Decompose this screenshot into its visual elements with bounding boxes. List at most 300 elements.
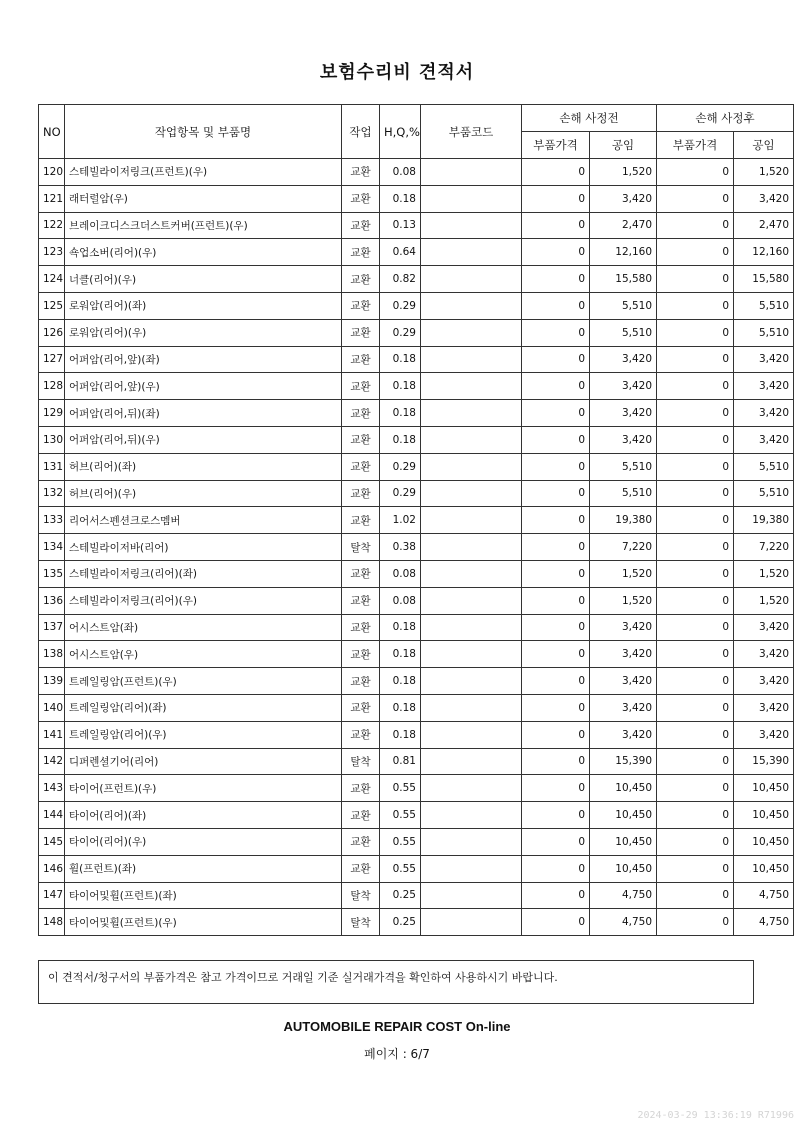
row-work-type: 탈착 [342,748,380,775]
row-part-code [421,614,522,641]
row-part-price-after: 0 [657,319,734,346]
table-row [39,560,794,587]
row-part-price-before: 0 [522,185,590,212]
row-part-code [421,587,522,614]
row-labor-after: 5,510 [734,480,794,507]
row-part-price-after: 0 [657,641,734,668]
row-no: 146 [39,855,65,882]
row-part-code [421,668,522,695]
row-work-type: 탈착 [342,909,380,936]
row-no: 141 [39,721,65,748]
row-part-price-after: 0 [657,614,734,641]
row-labor-after: 10,450 [734,802,794,829]
row-part-code [421,775,522,802]
row-item-name: 어퍼암(리어,뒤)(우) [65,426,342,453]
row-part-price-after: 0 [657,453,734,480]
row-item-name: 스테빌라이저링크(리어)(좌) [65,560,342,587]
row-part-price-after: 0 [657,802,734,829]
table-row [39,534,794,561]
row-work-type: 교환 [342,480,380,507]
row-part-price-after: 0 [657,400,734,427]
row-no: 127 [39,346,65,373]
row-item-name: 어퍼암(리어,앞)(좌) [65,346,342,373]
table-row [39,748,794,775]
row-hq: 0.13 [380,212,421,239]
table-row [39,400,794,427]
row-part-price-after: 0 [657,346,734,373]
row-labor-before: 4,750 [590,882,657,909]
row-labor-before: 4,750 [590,909,657,936]
row-part-code [421,828,522,855]
row-part-price-after: 0 [657,560,734,587]
row-item-name: 쇽업소버(리어)(우) [65,239,342,266]
row-no: 132 [39,480,65,507]
row-no: 143 [39,775,65,802]
row-hq: 0.18 [380,185,421,212]
row-item-name: 너클(리어)(우) [65,266,342,293]
table-row [39,426,794,453]
row-labor-before: 7,220 [590,534,657,561]
row-labor-after: 3,420 [734,346,794,373]
row-labor-after: 3,420 [734,426,794,453]
row-labor-before: 3,420 [590,426,657,453]
row-part-price-before: 0 [522,346,590,373]
table-row [39,319,794,346]
row-part-price-after: 0 [657,587,734,614]
row-item-name: 어퍼암(리어,앞)(우) [65,373,342,400]
row-item-name: 휠(프런트)(좌) [65,855,342,882]
table-row [39,855,794,882]
row-hq: 0.18 [380,373,421,400]
row-labor-after: 19,380 [734,507,794,534]
row-labor-before: 3,420 [590,721,657,748]
row-part-code [421,212,522,239]
table-row [39,828,794,855]
row-labor-before: 3,420 [590,373,657,400]
row-item-name: 허브(리어)(좌) [65,453,342,480]
row-part-price-before: 0 [522,453,590,480]
row-part-price-after: 0 [657,239,734,266]
row-work-type: 교환 [342,185,380,212]
row-part-price-before: 0 [522,775,590,802]
row-part-code [421,909,522,936]
row-hq: 0.55 [380,802,421,829]
table-row [39,587,794,614]
table-row [39,641,794,668]
row-labor-before: 3,420 [590,185,657,212]
brand-footer: AUTOMOBILE REPAIR COST On-line [283,1019,511,1034]
row-labor-after: 1,520 [734,159,794,186]
row-part-code [421,159,522,186]
row-part-price-before: 0 [522,909,590,936]
row-hq: 0.55 [380,828,421,855]
row-hq: 0.18 [380,668,421,695]
row-labor-before: 2,470 [590,212,657,239]
row-labor-after: 10,450 [734,828,794,855]
row-labor-after: 3,420 [734,668,794,695]
row-work-type: 교환 [342,292,380,319]
row-part-price-before: 0 [522,212,590,239]
row-labor-after: 15,390 [734,748,794,775]
row-labor-before: 5,510 [590,292,657,319]
row-part-price-after: 0 [657,266,734,293]
row-part-code [421,185,522,212]
row-labor-before: 10,450 [590,775,657,802]
row-labor-before: 3,420 [590,346,657,373]
row-hq: 0.82 [380,266,421,293]
row-no: 133 [39,507,65,534]
row-part-price-before: 0 [522,480,590,507]
row-no: 136 [39,587,65,614]
row-part-price-after: 0 [657,828,734,855]
header-labor-after: 공임 [734,132,794,159]
row-item-name: 타이어(리어)(좌) [65,802,342,829]
row-labor-before: 5,510 [590,453,657,480]
row-hq: 0.08 [380,587,421,614]
table-row [39,185,794,212]
row-labor-before: 1,520 [590,587,657,614]
row-labor-before: 3,420 [590,694,657,721]
table-row [39,909,794,936]
row-work-type: 교환 [342,319,380,346]
row-part-price-after: 0 [657,185,734,212]
table-row [39,775,794,802]
table-row [39,802,794,829]
row-hq: 0.29 [380,480,421,507]
row-part-code [421,641,522,668]
row-part-price-before: 0 [522,668,590,695]
row-part-price-before: 0 [522,400,590,427]
row-hq: 0.38 [380,534,421,561]
row-no: 131 [39,453,65,480]
row-hq: 0.18 [380,721,421,748]
row-item-name: 브레이크디스크더스트커버(프런트)(우) [65,212,342,239]
row-part-price-before: 0 [522,587,590,614]
estimate-rows [39,159,794,936]
row-labor-before: 15,390 [590,748,657,775]
row-labor-after: 2,470 [734,212,794,239]
table-row [39,453,794,480]
row-hq: 0.18 [380,400,421,427]
row-part-code [421,426,522,453]
row-part-code [421,507,522,534]
row-part-price-before: 0 [522,641,590,668]
row-hq: 0.81 [380,748,421,775]
row-labor-before: 15,580 [590,266,657,293]
row-no: 145 [39,828,65,855]
row-labor-before: 1,520 [590,159,657,186]
row-part-code [421,694,522,721]
row-part-code [421,239,522,266]
row-hq: 0.18 [380,426,421,453]
row-part-price-after: 0 [657,882,734,909]
row-part-code [421,480,522,507]
table-row [39,882,794,909]
row-part-price-before: 0 [522,239,590,266]
row-labor-before: 5,510 [590,319,657,346]
row-part-price-before: 0 [522,319,590,346]
row-part-price-after: 0 [657,373,734,400]
estimate-table [38,104,794,936]
row-labor-before: 5,510 [590,480,657,507]
row-part-price-before: 0 [522,560,590,587]
row-work-type: 교환 [342,453,380,480]
table-row [39,266,794,293]
row-hq: 0.25 [380,882,421,909]
row-item-name: 어시스트암(좌) [65,614,342,641]
table-row [39,480,794,507]
row-labor-after: 10,450 [734,855,794,882]
row-item-name: 타이어및휠(프런트)(우) [65,909,342,936]
header-labor-before: 공임 [590,132,657,159]
header-part-code: 부품코드 [421,105,522,159]
row-hq: 0.18 [380,614,421,641]
row-work-type: 교환 [342,775,380,802]
row-labor-before: 10,450 [590,828,657,855]
header-item: 작업항목 및 부품명 [65,105,342,159]
row-item-name: 타이어(프런트)(우) [65,775,342,802]
row-labor-after: 3,420 [734,185,794,212]
row-no: 135 [39,560,65,587]
row-labor-before: 3,420 [590,400,657,427]
row-work-type: 교환 [342,346,380,373]
row-part-code [421,319,522,346]
row-part-price-after: 0 [657,694,734,721]
row-part-price-after: 0 [657,212,734,239]
row-part-code [421,882,522,909]
row-part-code [421,453,522,480]
header-part-price-before: 부품가격 [522,132,590,159]
row-labor-after: 3,420 [734,400,794,427]
row-item-name: 리어서스펜션크로스멤버 [65,507,342,534]
price-notice: 이 견적서/청구서의 부품가격은 참고 가격이므로 거래일 기준 실거래가격을 확인하여 사용하시기 바랍니다. [38,960,754,1004]
row-no: 142 [39,748,65,775]
table-row [39,159,794,186]
row-item-name: 트레일링암(프런트)(우) [65,668,342,695]
row-part-price-before: 0 [522,534,590,561]
row-no: 137 [39,614,65,641]
row-no: 138 [39,641,65,668]
row-part-code [421,748,522,775]
row-no: 147 [39,882,65,909]
row-work-type: 교환 [342,668,380,695]
row-labor-after: 3,420 [734,641,794,668]
table-row [39,721,794,748]
row-part-code [421,802,522,829]
row-part-price-before: 0 [522,507,590,534]
row-part-price-before: 0 [522,159,590,186]
row-part-price-before: 0 [522,614,590,641]
row-hq: 0.55 [380,855,421,882]
row-work-type: 탈착 [342,534,380,561]
row-work-type: 교환 [342,855,380,882]
row-item-name: 트레일링암(리어)(우) [65,721,342,748]
row-hq: 0.18 [380,346,421,373]
row-part-price-after: 0 [657,292,734,319]
row-work-type: 교환 [342,400,380,427]
row-part-price-after: 0 [657,507,734,534]
row-labor-after: 7,220 [734,534,794,561]
row-part-price-after: 0 [657,748,734,775]
row-labor-after: 1,520 [734,560,794,587]
header-before-adjustment: 손해 사정전 [522,105,657,132]
row-labor-before: 10,450 [590,802,657,829]
table-row [39,239,794,266]
row-work-type: 교환 [342,426,380,453]
row-hq: 0.18 [380,694,421,721]
row-labor-after: 5,510 [734,453,794,480]
row-no: 139 [39,668,65,695]
row-part-price-after: 0 [657,855,734,882]
row-no: 124 [39,266,65,293]
row-item-name: 스테빌라이저링크(리어)(우) [65,587,342,614]
row-part-price-after: 0 [657,909,734,936]
row-hq: 1.02 [380,507,421,534]
row-labor-before: 19,380 [590,507,657,534]
row-work-type: 교환 [342,507,380,534]
row-no: 121 [39,185,65,212]
row-part-price-after: 0 [657,480,734,507]
row-part-code [421,855,522,882]
row-part-price-before: 0 [522,292,590,319]
table-row [39,507,794,534]
row-part-code [421,721,522,748]
row-no: 126 [39,319,65,346]
row-part-price-after: 0 [657,159,734,186]
row-item-name: 트레일링암(리어)(좌) [65,694,342,721]
row-no: 148 [39,909,65,936]
row-work-type: 교환 [342,721,380,748]
row-work-type: 교환 [342,587,380,614]
row-hq: 0.08 [380,560,421,587]
row-hq: 0.29 [380,292,421,319]
document-title: 보험수리비 견적서 [319,62,475,83]
row-part-code [421,346,522,373]
row-part-price-after: 0 [657,534,734,561]
row-item-name: 허브(리어)(우) [65,480,342,507]
row-labor-after: 3,420 [734,721,794,748]
row-part-price-before: 0 [522,426,590,453]
row-labor-after: 15,580 [734,266,794,293]
row-labor-after: 4,750 [734,882,794,909]
row-item-name: 스테빌라이저링크(프런트)(우) [65,159,342,186]
row-item-name: 로워암(리어)(좌) [65,292,342,319]
row-work-type: 교환 [342,212,380,239]
row-work-type: 교환 [342,239,380,266]
row-part-price-before: 0 [522,373,590,400]
row-part-code [421,292,522,319]
row-item-name: 스테빌라이저바(리어) [65,534,342,561]
row-labor-before: 3,420 [590,641,657,668]
table-row [39,212,794,239]
row-part-code [421,266,522,293]
row-labor-after: 4,750 [734,909,794,936]
header-no: NO [39,105,65,159]
row-labor-after: 12,160 [734,239,794,266]
row-part-price-before: 0 [522,266,590,293]
row-work-type: 교환 [342,266,380,293]
table-row [39,292,794,319]
row-work-type: 교환 [342,159,380,186]
row-no: 128 [39,373,65,400]
row-labor-after: 3,420 [734,614,794,641]
row-labor-before: 1,520 [590,560,657,587]
row-labor-before: 3,420 [590,614,657,641]
row-no: 130 [39,426,65,453]
row-work-type: 교환 [342,373,380,400]
row-no: 144 [39,802,65,829]
row-item-name: 타이어(리어)(우) [65,828,342,855]
row-item-name: 래터럴암(우) [65,185,342,212]
row-part-price-before: 0 [522,748,590,775]
row-part-price-before: 0 [522,828,590,855]
row-work-type: 교환 [342,828,380,855]
row-part-price-before: 0 [522,802,590,829]
header-part-price-after: 부품가격 [657,132,734,159]
row-part-price-before: 0 [522,855,590,882]
row-no: 140 [39,694,65,721]
row-part-code [421,373,522,400]
row-labor-before: 12,160 [590,239,657,266]
row-no: 134 [39,534,65,561]
header-hq: H,Q,% [380,105,421,159]
page-number: 페이지 : 6/7 [364,1047,430,1061]
table-row [39,668,794,695]
row-labor-after: 3,420 [734,694,794,721]
row-hq: 0.25 [380,909,421,936]
table-row [39,373,794,400]
row-labor-after: 5,510 [734,292,794,319]
row-hq: 0.08 [380,159,421,186]
row-no: 125 [39,292,65,319]
print-timestamp: 2024-03-29 13:36:19 R71996 [637,1110,794,1121]
row-part-code [421,534,522,561]
row-part-price-before: 0 [522,721,590,748]
row-item-name: 로워암(리어)(우) [65,319,342,346]
header-row-top [39,105,794,132]
row-labor-after: 10,450 [734,775,794,802]
row-hq: 0.29 [380,453,421,480]
row-no: 120 [39,159,65,186]
row-part-price-after: 0 [657,668,734,695]
row-hq: 0.55 [380,775,421,802]
row-work-type: 교환 [342,802,380,829]
row-part-code [421,400,522,427]
row-work-type: 교환 [342,694,380,721]
row-work-type: 탈착 [342,882,380,909]
row-work-type: 교환 [342,560,380,587]
table-row [39,694,794,721]
row-item-name: 어시스트암(우) [65,641,342,668]
row-item-name: 타이어및휠(프런트)(좌) [65,882,342,909]
row-hq: 0.29 [380,319,421,346]
header-work: 작업 [342,105,380,159]
row-labor-after: 1,520 [734,587,794,614]
row-part-price-after: 0 [657,775,734,802]
header-after-adjustment: 손해 사정후 [657,105,794,132]
row-no: 122 [39,212,65,239]
row-item-name: 디퍼렌셜기어(리어) [65,748,342,775]
row-labor-before: 10,450 [590,855,657,882]
row-hq: 0.64 [380,239,421,266]
row-work-type: 교환 [342,641,380,668]
row-hq: 0.18 [380,641,421,668]
row-work-type: 교환 [342,614,380,641]
row-no: 129 [39,400,65,427]
row-part-price-after: 0 [657,721,734,748]
table-row [39,614,794,641]
row-part-price-after: 0 [657,426,734,453]
